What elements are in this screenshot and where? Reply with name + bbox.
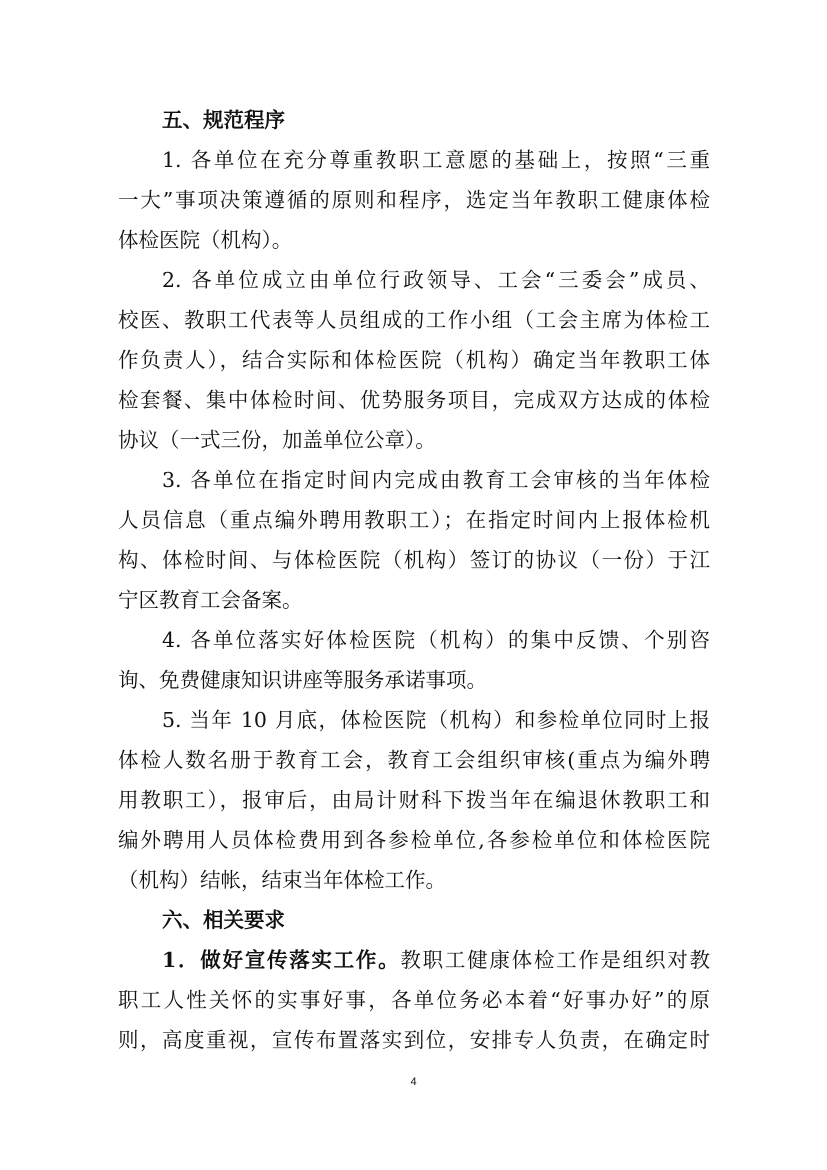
paragraph-line: 询、免费健康知识讲座等服务承诺事项。 — [118, 668, 487, 692]
paragraph-line: 4. 各单位落实好体检医院（机构）的集中反馈、个别咨 — [162, 628, 710, 652]
paragraph-line: 体检医院（机构）。 — [118, 228, 293, 252]
paragraph-line: 校医、教职工代表等人员组成的工作小组（工会主席为体检工 — [118, 308, 710, 332]
paragraph-line: 编外聘用人员体检费用到各参检单位,各参检单位和体检医院 — [118, 828, 710, 852]
paragraph-line: 作负责人），结合实际和体检医院（机构）确定当年教职工体 — [118, 348, 710, 372]
item-lead-bold: 1．做好宣传落实工作。 — [162, 948, 401, 972]
paragraph-line: 一大”事项决策遵循的原则和程序，选定当年教职工健康体检 — [118, 188, 710, 212]
paragraph-line: 宁区教育工会备案。 — [118, 588, 303, 612]
paragraph-line: 人员信息（重点编外聘用教职工）；在指定时间内上报体检机 — [118, 508, 710, 532]
section-heading: 六、相关要求 — [162, 908, 285, 932]
paragraph-line: 职工人性关怀的实事好事，各单位务必本着“好事办好”的原 — [118, 988, 710, 1012]
paragraph-line: 体检人数名册于教育工会，教育工会组织审核(重点为编外聘 — [118, 748, 710, 772]
paragraph-line: 协议（一式三份，加盖单位公章）。 — [118, 428, 436, 452]
item-lead-text: 教职工健康体检工作是组织对教 — [400, 948, 711, 972]
paragraph-line — [118, 940, 710, 980]
paragraph-line: 构、体检时间、与体检医院（机构）签订的协议（一份）于江 — [118, 548, 710, 572]
paragraph-line: （机构）结帐，结束当年体检工作。 — [118, 868, 446, 892]
paragraph-line: 则，高度重视，宣传布置落实到位，安排专人负责，在确定时 — [118, 1028, 710, 1052]
section-heading: 五、规范程序 — [162, 108, 285, 132]
paragraph-line: 用教职工），报审后，由局计财科下拨当年在编退休教职工和 — [118, 788, 710, 812]
paragraph-line: 1. 各单位在充分尊重教职工意愿的基础上，按照“三重 — [162, 148, 710, 172]
paragraph-line: 3. 各单位在指定时间内完成由教育工会审核的当年体检 — [162, 468, 710, 492]
paragraph-line: 检套餐、集中体检时间、优势服务项目，完成双方达成的体检 — [118, 388, 710, 412]
page-number: 4 — [410, 1076, 417, 1088]
paragraph-line: 5. 当年 10 月底，体检医院（机构）和参检单位同时上报 — [162, 708, 710, 732]
paragraph-line: 2. 各单位成立由单位行政领导、工会“三委会”成员、 — [162, 268, 710, 292]
